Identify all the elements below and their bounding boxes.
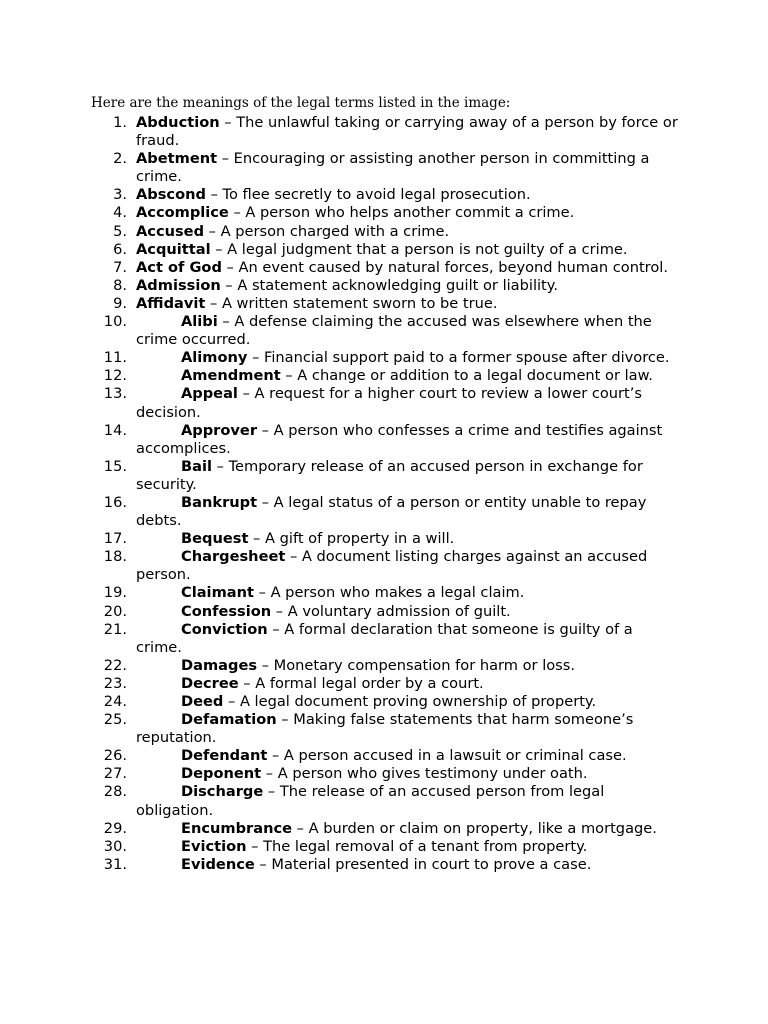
item-number: 15. bbox=[103, 457, 127, 475]
term-definition: A document listing charges against an accused person. bbox=[136, 548, 648, 584]
term-definition: A formal declaration that someone is guilty of a crime. bbox=[136, 620, 633, 656]
term-separator: – bbox=[217, 313, 235, 331]
item-number: 2. bbox=[113, 150, 127, 168]
term-separator: – bbox=[210, 240, 228, 258]
list-item bbox=[0, 820, 681, 838]
list-item bbox=[0, 548, 681, 584]
item-number: 23. bbox=[103, 674, 127, 692]
term-separator: – bbox=[205, 186, 223, 204]
term-name: Acquittal bbox=[136, 240, 211, 258]
item-number: 14. bbox=[103, 421, 127, 439]
term-definition: Temporary release of an accused person in exchange for security. bbox=[136, 457, 643, 493]
list-item bbox=[0, 584, 681, 602]
term-separator: – bbox=[205, 294, 222, 312]
term-definition: A person who makes a legal claim. bbox=[270, 584, 525, 602]
item-number: 7. bbox=[113, 258, 127, 276]
list-item bbox=[0, 259, 681, 277]
term-name: Conviction bbox=[181, 620, 268, 638]
item-number: 31. bbox=[103, 855, 127, 873]
list-item bbox=[0, 150, 681, 186]
intro-text: Here are the meanings of the legal terms listed in the image: bbox=[91, 95, 511, 111]
list-item bbox=[0, 385, 681, 421]
item-number: 20. bbox=[103, 602, 127, 620]
item-number: 16. bbox=[103, 493, 127, 511]
term-definition: The legal removal of a tenant from property. bbox=[263, 837, 588, 855]
term-separator: – bbox=[220, 276, 238, 294]
item-number: 3. bbox=[113, 186, 127, 204]
term-definition: A formal legal order by a court. bbox=[255, 674, 484, 692]
term-separator: – bbox=[267, 620, 285, 638]
list-item bbox=[0, 349, 681, 367]
term-separator: – bbox=[261, 765, 278, 783]
term-name: Deponent bbox=[181, 765, 262, 783]
list-item bbox=[0, 621, 681, 657]
term-separator: – bbox=[292, 819, 309, 837]
item-number: 12. bbox=[103, 367, 127, 385]
term-separator: – bbox=[217, 150, 234, 168]
term-definition: The unlawful taking or carrying away of a person by force or fraud. bbox=[136, 114, 678, 150]
term-separator: – bbox=[257, 493, 274, 511]
list-item bbox=[0, 223, 681, 241]
term-name: Approver bbox=[181, 421, 258, 439]
term-separator: – bbox=[276, 711, 294, 729]
item-number: 19. bbox=[103, 584, 127, 602]
item-number: 6. bbox=[113, 240, 127, 258]
term-definition: Making false statements that harm someone’s reputation. bbox=[136, 711, 634, 747]
term-name: Claimant bbox=[181, 584, 254, 602]
term-separator: – bbox=[257, 656, 274, 674]
term-definition: A person charged with a crime. bbox=[220, 222, 450, 240]
term-name: Alibi bbox=[181, 313, 218, 331]
term-name: Admission bbox=[136, 276, 221, 294]
term-separator: – bbox=[248, 530, 265, 548]
list-item bbox=[0, 530, 681, 548]
term-definition: A person who confesses a crime and testifies against accomplices. bbox=[136, 421, 663, 457]
item-number: 29. bbox=[103, 819, 127, 837]
term-definition: A voluntary admission of guilt. bbox=[287, 602, 511, 620]
term-definition: A defense claiming the accused was elsewhere when the crime occurred. bbox=[136, 313, 652, 349]
term-separator: – bbox=[221, 258, 239, 276]
term-name: Abscond bbox=[136, 186, 206, 204]
term-separator: – bbox=[219, 114, 237, 131]
list-item bbox=[0, 711, 681, 747]
term-definition: A gift of property in a will. bbox=[265, 530, 455, 548]
term-name: Bequest bbox=[181, 530, 249, 548]
term-name: Abduction bbox=[136, 114, 220, 131]
list-item bbox=[0, 675, 681, 693]
term-definition: A person accused in a lawsuit or criminal case. bbox=[283, 747, 627, 765]
term-name: Damages bbox=[181, 656, 258, 674]
term-name: Alimony bbox=[181, 349, 248, 367]
item-number: 4. bbox=[113, 204, 127, 222]
term-definition: A statement acknowledging guilt or liability. bbox=[237, 276, 558, 294]
term-name: Decree bbox=[181, 674, 239, 692]
item-number: 24. bbox=[103, 693, 127, 710]
term-separator: – bbox=[246, 837, 264, 855]
term-separator: – bbox=[211, 457, 229, 475]
term-separator: – bbox=[280, 367, 298, 385]
term-name: Accused bbox=[136, 222, 205, 240]
item-number: 8. bbox=[113, 276, 127, 294]
list-item bbox=[0, 277, 681, 295]
item-number: 5. bbox=[113, 222, 127, 240]
list-item bbox=[0, 422, 681, 458]
term-name: Defendant bbox=[181, 747, 268, 765]
term-definition: A change or addition to a legal document or law. bbox=[297, 367, 653, 385]
list-item bbox=[0, 494, 681, 530]
list-item bbox=[0, 765, 681, 783]
term-name: Appeal bbox=[181, 385, 238, 403]
term-separator: – bbox=[271, 602, 288, 620]
term-name: Evidence bbox=[181, 855, 255, 873]
list-item bbox=[0, 603, 681, 621]
list-item bbox=[0, 241, 681, 259]
item-number: 21. bbox=[103, 620, 127, 638]
term-name: Abetment bbox=[136, 150, 218, 168]
term-name: Act of God bbox=[136, 258, 222, 276]
term-definition: To flee secretly to avoid legal prosecution. bbox=[222, 186, 531, 204]
term-definition: A written statement sworn to be true. bbox=[221, 294, 498, 312]
term-name: Bail bbox=[181, 457, 212, 475]
item-number: 11. bbox=[103, 349, 127, 367]
term-definition: Monetary compensation for harm or loss. bbox=[273, 656, 576, 674]
term-name: Bankrupt bbox=[181, 493, 258, 511]
term-definition: Encouraging or assisting another person in committing a crime. bbox=[136, 150, 650, 186]
item-number: 13. bbox=[103, 385, 127, 403]
item-number: 27. bbox=[103, 765, 127, 783]
term-separator: – bbox=[228, 204, 246, 222]
list-item bbox=[0, 114, 681, 150]
term-definition: A person who gives testimony under oath. bbox=[277, 765, 588, 783]
term-definition: A person who helps another commit a crime. bbox=[245, 204, 575, 222]
term-separator: – bbox=[254, 855, 272, 873]
term-definition: A burden or claim on property, like a mortgage. bbox=[308, 819, 657, 837]
term-separator: – bbox=[267, 747, 284, 765]
list-item bbox=[0, 747, 681, 765]
term-definition: Financial support paid to a former spouse after divorce. bbox=[264, 349, 670, 367]
term-definition: Material presented in court to prove a case. bbox=[271, 855, 592, 873]
item-number: 28. bbox=[103, 783, 127, 801]
term-name: Amendment bbox=[181, 367, 281, 385]
term-separator: – bbox=[223, 693, 240, 710]
item-number: 10. bbox=[103, 313, 127, 331]
term-name: Confession bbox=[181, 602, 272, 620]
list-item bbox=[0, 313, 681, 349]
list-item bbox=[0, 783, 681, 819]
item-number: 1. bbox=[113, 114, 127, 131]
item-number: 18. bbox=[103, 548, 127, 566]
term-separator: – bbox=[257, 421, 274, 439]
term-definition: A legal status of a person or entity unable to repay debts. bbox=[136, 493, 647, 530]
item-number: 9. bbox=[113, 294, 127, 312]
term-name: Encumbrance bbox=[181, 819, 293, 837]
term-definition: A legal document proving ownership of property. bbox=[239, 693, 597, 710]
list-item bbox=[0, 693, 681, 711]
term-definition: The release of an accused person from legal obligation. bbox=[136, 783, 605, 819]
term-separator: – bbox=[238, 674, 256, 692]
term-separator: – bbox=[247, 349, 265, 367]
term-separator: – bbox=[253, 584, 271, 602]
item-number: 17. bbox=[103, 530, 127, 548]
term-name: Accomplice bbox=[136, 204, 229, 222]
term-name: Eviction bbox=[181, 837, 247, 855]
term-name: Discharge bbox=[181, 783, 264, 801]
term-name: Chargesheet bbox=[181, 548, 286, 566]
list-item bbox=[0, 186, 681, 204]
list-item bbox=[0, 295, 681, 313]
list-item bbox=[0, 367, 681, 385]
item-number: 22. bbox=[103, 656, 127, 674]
list-item bbox=[0, 838, 681, 856]
term-definition: An event caused by natural forces, beyond human control. bbox=[238, 258, 668, 276]
item-number: 25. bbox=[103, 711, 127, 729]
item-number: 30. bbox=[103, 837, 127, 855]
term-name: Defamation bbox=[181, 711, 277, 729]
term-separator: – bbox=[263, 783, 280, 801]
term-separator: – bbox=[237, 385, 255, 403]
list-item bbox=[0, 204, 681, 222]
term-separator: – bbox=[285, 548, 302, 566]
legal-terms-list bbox=[0, 114, 768, 874]
term-name: Deed bbox=[181, 693, 224, 710]
list-item bbox=[0, 856, 681, 874]
list-item bbox=[0, 657, 681, 675]
term-separator: – bbox=[204, 222, 221, 240]
term-definition: A legal judgment that a person is not guilty of a crime. bbox=[227, 240, 628, 258]
term-definition: A request for a higher court to review a lower court’s decision. bbox=[136, 385, 643, 421]
item-number: 26. bbox=[103, 747, 127, 765]
term-name: Affidavit bbox=[136, 294, 206, 312]
list-item bbox=[0, 458, 681, 494]
